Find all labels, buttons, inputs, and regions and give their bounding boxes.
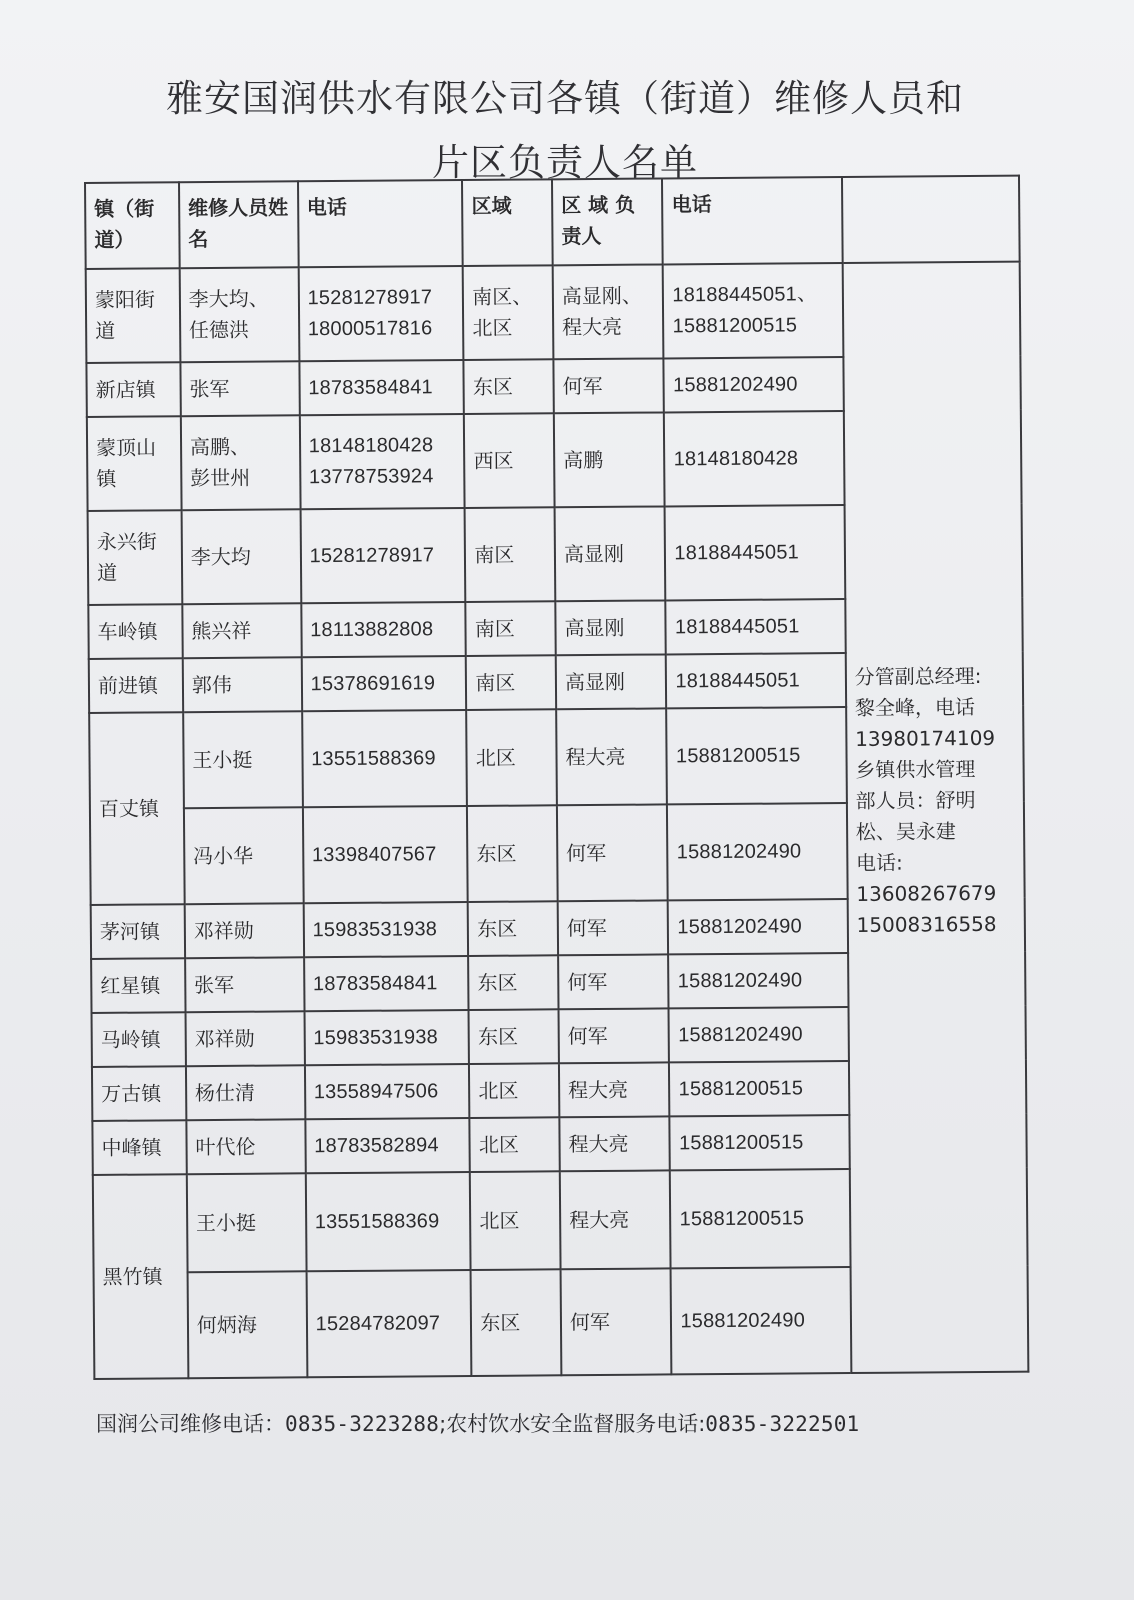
staff-cell: 张军 xyxy=(180,361,299,416)
manager-cell: 高显刚 xyxy=(555,600,666,655)
town-cell: 蒙阳街道 xyxy=(86,268,181,363)
footer-hotlines xyxy=(96,1408,859,1438)
phone-cell: 13551588369 xyxy=(305,1172,470,1271)
manager-cell: 高鹏 xyxy=(554,412,665,507)
staff-cell: 邓祥勋 xyxy=(185,1011,304,1066)
header-staff: 维修人员姓名 xyxy=(179,181,298,268)
area-cell: 东区 xyxy=(467,805,557,902)
area-cell: 北区 xyxy=(470,1117,560,1172)
staff-cell: 叶代伦 xyxy=(186,1119,305,1174)
area-cell: 东区 xyxy=(469,1009,559,1064)
manager-cell: 高显刚 xyxy=(556,654,667,709)
staff-cell: 冯小华 xyxy=(184,807,304,904)
staff-cell: 杨仕清 xyxy=(186,1065,305,1120)
manager-cell: 程大亮 xyxy=(560,1170,671,1269)
manager-phone-cell: 18188445051 xyxy=(666,653,846,708)
staff-cell: 王小挺 xyxy=(183,711,303,808)
staff-cell: 郭伟 xyxy=(183,657,302,712)
manager-phone-cell: 18188445051、 15881200515 xyxy=(663,263,843,358)
area-cell: 北区 xyxy=(469,1063,559,1118)
area-cell: 北区 xyxy=(470,1171,560,1270)
header-area: 区域 xyxy=(462,179,552,266)
phone-cell: 18783582894 xyxy=(305,1118,470,1173)
staff-cell: 何炳海 xyxy=(187,1271,307,1378)
phone-cell: 15281278917 18000517816 xyxy=(298,266,463,361)
town-cell: 永兴街道 xyxy=(88,510,183,605)
town-cell: 茅河镇 xyxy=(91,904,185,959)
staff-cell: 王小挺 xyxy=(187,1173,307,1272)
staff-cell: 邓祥勋 xyxy=(184,903,303,958)
phone-cell: 15281278917 xyxy=(300,508,465,603)
town-cell: 新店镇 xyxy=(86,362,180,417)
footer-phone-supervision: 0835-3222501 xyxy=(705,1412,860,1436)
area-cell: 东区 xyxy=(468,901,558,956)
area-cell: 南区 xyxy=(466,655,556,710)
manager-cell: 何军 xyxy=(553,358,664,413)
staff-cell: 张军 xyxy=(185,957,304,1012)
phone-cell: 18783584841 xyxy=(304,956,469,1011)
area-cell: 南区 xyxy=(465,507,555,602)
header-manager: 区 域 负 责人 xyxy=(552,178,663,265)
phone-cell: 13551588369 xyxy=(302,710,467,807)
staff-table xyxy=(84,175,1029,1380)
manager-cell: 何军 xyxy=(561,1268,672,1375)
page-title-line1: 雅安国润供水有限公司各镇（街道）维修人员和 xyxy=(166,77,964,120)
footer-label-repair: 国润公司维修电话： xyxy=(96,1412,285,1436)
manager-phone-cell: 15881202490 xyxy=(664,357,844,412)
footer-phone-repair: 0835-3223288 xyxy=(285,1412,440,1436)
header-phone: 电话 xyxy=(298,180,463,267)
phone-cell: 15983531938 xyxy=(303,902,468,957)
town-cell: 百丈镇 xyxy=(89,712,184,905)
town-cell: 红星镇 xyxy=(91,958,185,1013)
manager-phone-cell: 15881200515 xyxy=(670,1115,850,1170)
town-cell: 前进镇 xyxy=(89,658,183,713)
staff-cell: 高鹏、 彭世州 xyxy=(181,415,301,510)
manager-phone-cell: 15881202490 xyxy=(667,803,847,900)
footer-label-supervision: ;农村饮水安全监督服务电话: xyxy=(439,1412,706,1436)
manager-phone-cell: 18188445051 xyxy=(665,505,845,600)
area-cell: 东区 xyxy=(464,359,554,414)
area-cell: 东区 xyxy=(468,955,558,1010)
manager-cell: 程大亮 xyxy=(556,708,667,805)
phone-cell: 15284782097 xyxy=(306,1270,472,1377)
staff-cell: 李大均、 任德洪 xyxy=(179,267,299,362)
manager-phone-cell: 15881202490 xyxy=(668,899,848,954)
town-cell: 中峰镇 xyxy=(92,1120,186,1175)
manager-cell: 何军 xyxy=(558,1008,669,1063)
manager-phone-cell: 15881200515 xyxy=(670,1169,850,1268)
town-cell: 黑竹镇 xyxy=(93,1174,188,1379)
area-cell: 东区 xyxy=(471,1269,561,1376)
table-header-row xyxy=(85,176,1020,269)
phone-cell: 15378691619 xyxy=(301,656,466,711)
area-cell: 西区 xyxy=(464,413,554,508)
manager-phone-cell: 15881200515 xyxy=(669,1061,849,1116)
phone-cell: 18148180428 13778753924 xyxy=(299,414,464,509)
area-cell: 南区、 北区 xyxy=(463,265,553,360)
town-cell: 蒙顶山镇 xyxy=(87,416,182,511)
manager-phone-cell: 15881200515 xyxy=(667,707,847,804)
manager-phone-cell: 15881202490 xyxy=(671,1267,851,1374)
town-cell: 万古镇 xyxy=(92,1066,186,1121)
manager-cell: 何军 xyxy=(557,804,668,901)
manager-phone-cell: 15881202490 xyxy=(669,1007,849,1062)
manager-cell: 程大亮 xyxy=(559,1062,670,1117)
area-cell: 南区 xyxy=(466,601,556,656)
table-row xyxy=(86,262,1021,363)
manager-cell: 何军 xyxy=(558,954,669,1009)
phone-cell: 18783584841 xyxy=(299,360,464,415)
manager-cell: 程大亮 xyxy=(559,1116,670,1171)
header-note xyxy=(842,176,1020,263)
header-town: 镇（街道） xyxy=(85,182,179,269)
manager-cell: 何军 xyxy=(558,900,669,955)
phone-cell: 18113882808 xyxy=(301,602,466,657)
manager-phone-cell: 18188445051 xyxy=(666,599,846,654)
header-manager-phone: 电话 xyxy=(662,177,842,264)
phone-cell: 13558947506 xyxy=(305,1064,470,1119)
phone-cell: 13398407567 xyxy=(303,806,468,903)
manager-cell: 高显刚、 程大亮 xyxy=(553,264,664,359)
staff-cell: 李大均 xyxy=(181,509,301,604)
town-cell: 车岭镇 xyxy=(88,604,182,659)
phone-cell: 15983531938 xyxy=(304,1010,469,1065)
area-cell: 北区 xyxy=(466,709,556,806)
staff-cell: 熊兴祥 xyxy=(182,603,301,658)
manager-cell: 高显刚 xyxy=(555,506,666,601)
town-cell: 马岭镇 xyxy=(92,1012,186,1067)
side-note-cell: 分管副总经理: 黎全峰，电话 13980174109 乡镇供水管理 部人员：舒明 松、吴永建 电话: 13608267679 15008316558 xyxy=(842,262,1028,1373)
manager-phone-cell: 18148180428 xyxy=(664,411,844,506)
manager-phone-cell: 15881202490 xyxy=(669,953,849,1008)
page-title-line2: 片区负责人名单 xyxy=(432,141,698,184)
